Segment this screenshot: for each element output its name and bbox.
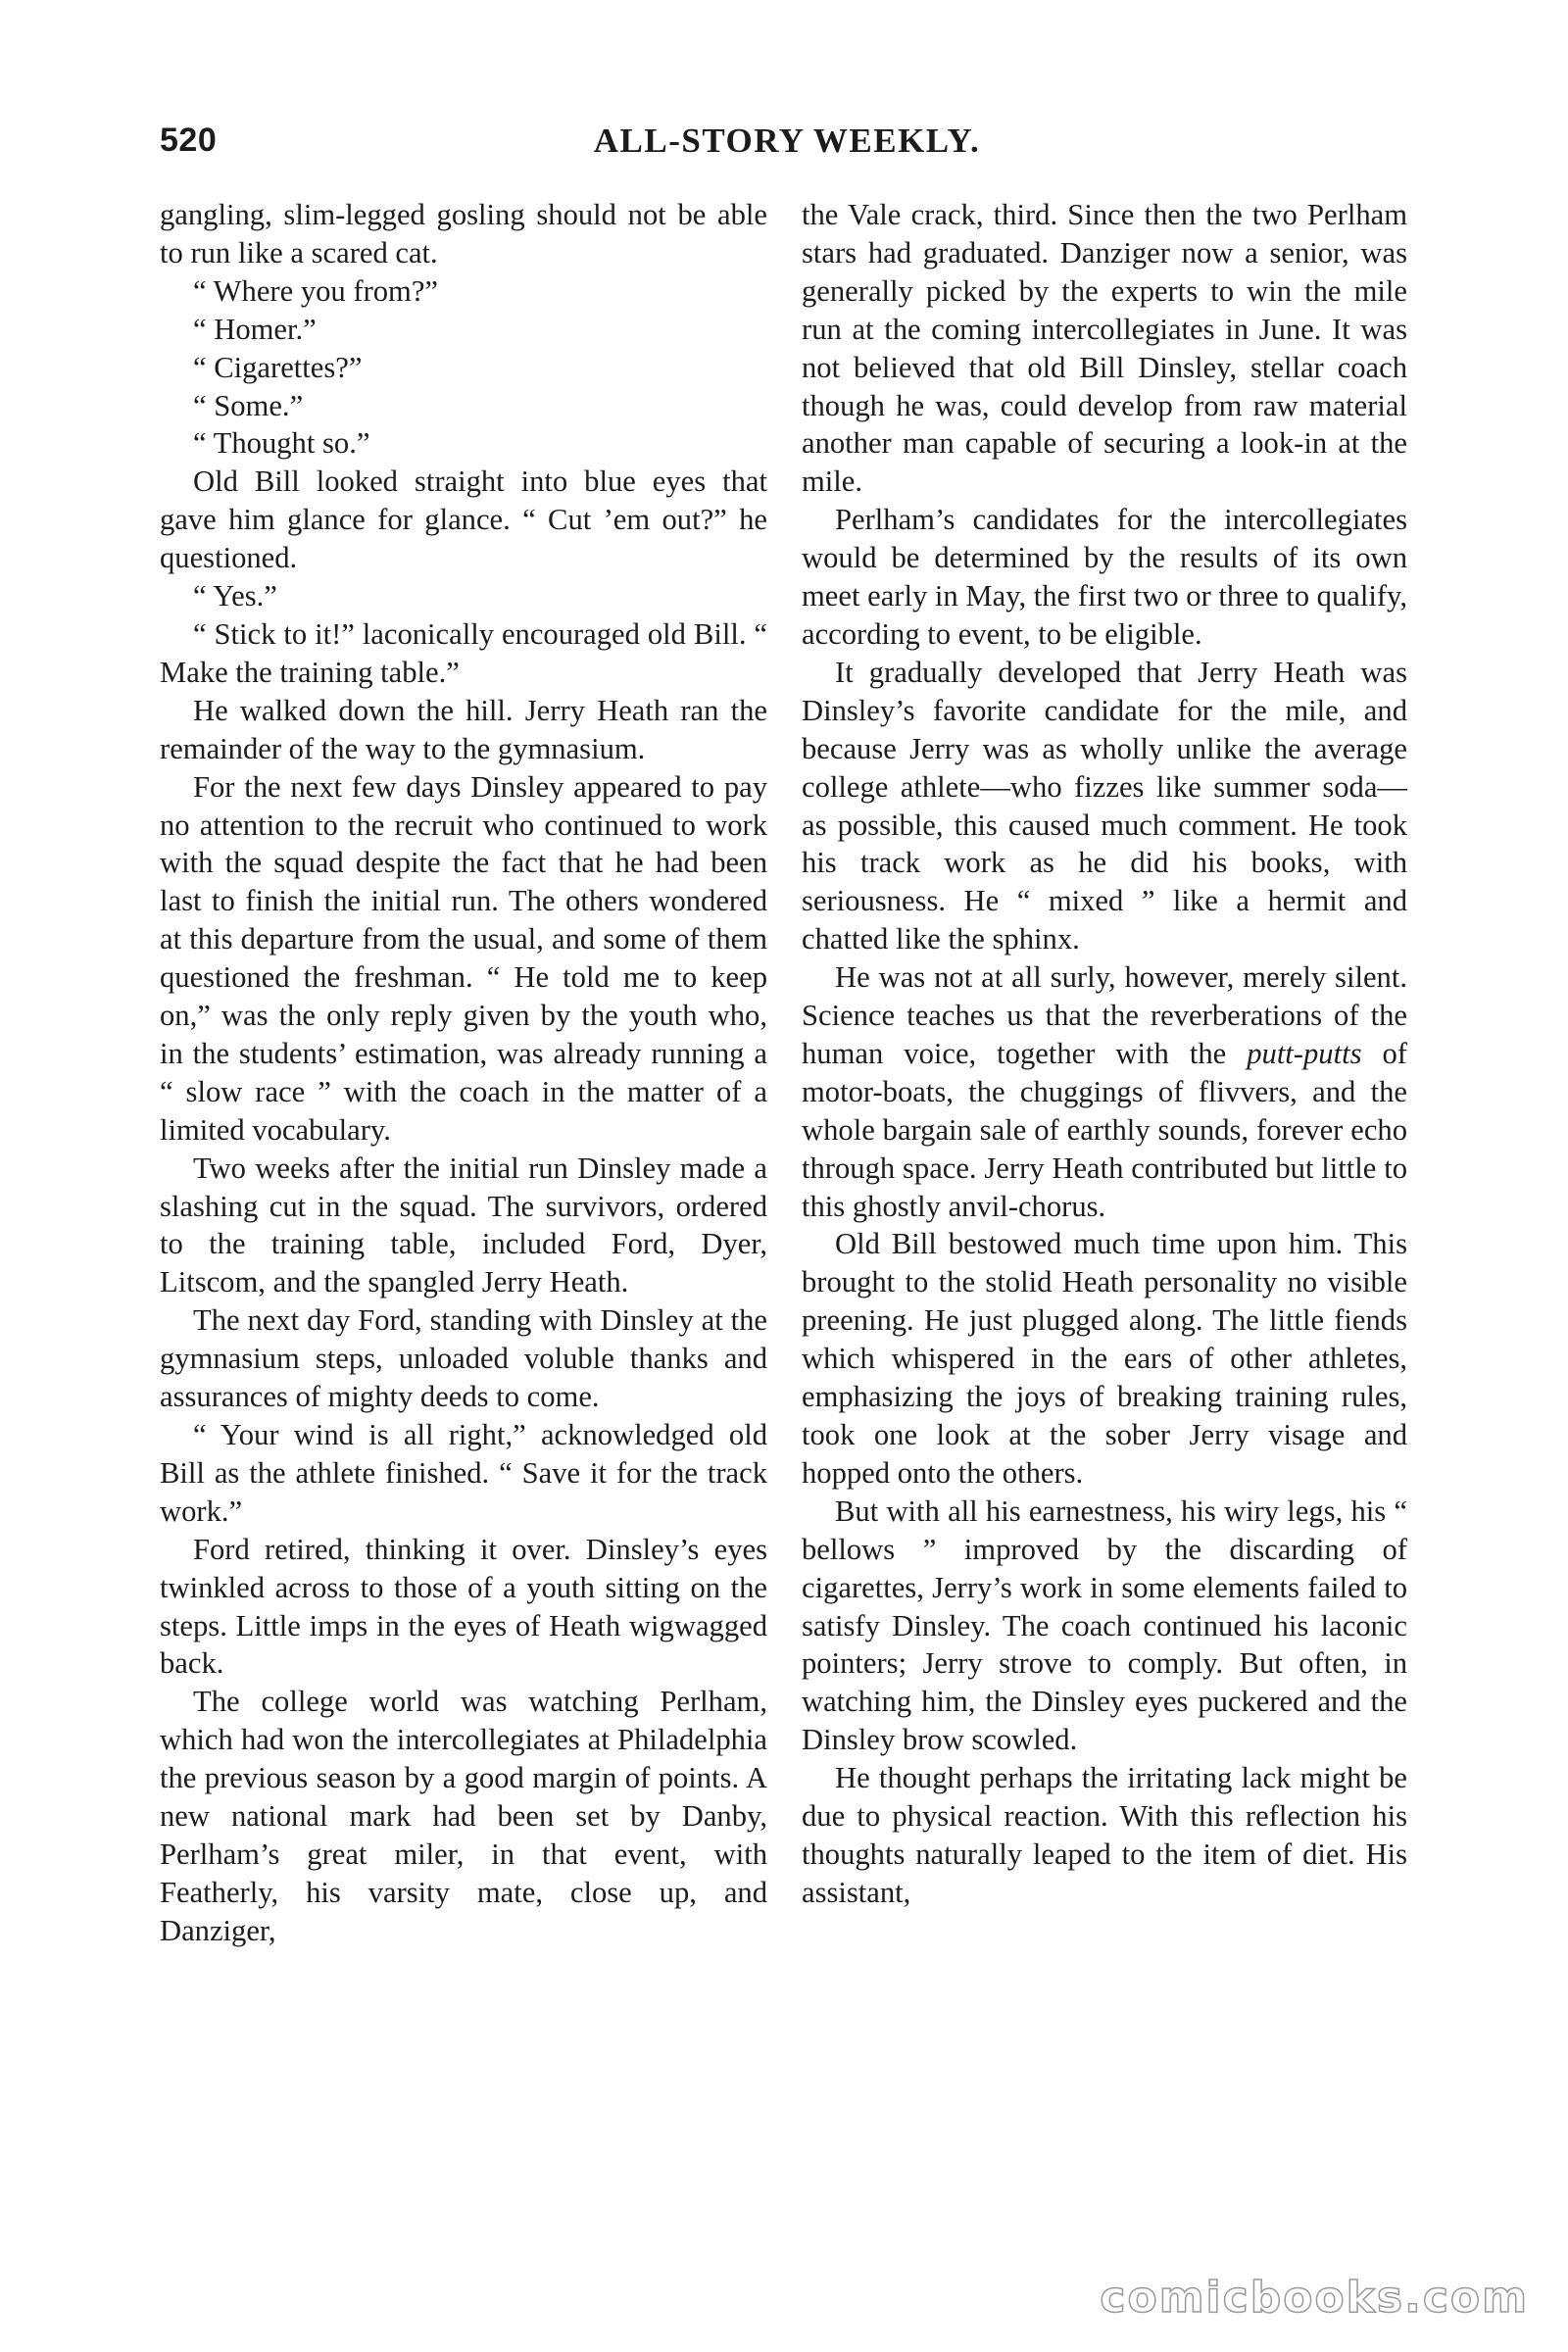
paragraph: “ Your wind is all right,” acknowledged old Bill as the athlete finished. “ Save it for the track work.” bbox=[160, 1418, 767, 1528]
paragraph: “ Some.” bbox=[193, 388, 304, 422]
paragraph: “ Where you from?” bbox=[193, 273, 439, 308]
paragraph: gangling, slim-legged gosling should not be able to run like a scared cat. bbox=[160, 198, 767, 270]
text-run: of motor-boats, the chuggings of flivvers, and the whole bargain sale of earthly sounds, forever echo through space. Jerry Heath contributed but little to this ghostly anvil-chorus. bbox=[802, 1036, 1407, 1223]
paragraph: It gradually developed that Jerry Heath was Dinsley’s favorite candidate for the mile, and because Jerry was as wholly unlike the average college athlete—who fizzes like summer soda—as possible, this caused much comment. He took his track work as he did his books, with seriousness. He “ mixed ” like a hermit and chatted like the sphinx. bbox=[802, 655, 1407, 956]
italic-text: putt-putts bbox=[1247, 1036, 1362, 1070]
paragraph: “ Cigarettes?” bbox=[193, 350, 363, 384]
page-number: 520 bbox=[160, 122, 218, 159]
paragraph: Ford retired, thinking it over. Dinsley’s eyes twinkled across to those of a youth sitting on the steps. Little imps in the eyes of Heath wigwagged back. bbox=[160, 1532, 767, 1681]
paragraph: Old Bill looked straight into blue eyes that gave him glance for glance. “ Cut ’em out?” he questioned. bbox=[160, 465, 767, 575]
paragraph: Old Bill bestowed much time upon him. This brought to the stolid Heath personality no visible preening. He just plugged along. The little fiends which whispered in the ears of other athletes, emphasizing the joys of breaking training rules, took one look at the sober Jerry visage and hopped onto the others. bbox=[802, 1227, 1407, 1490]
running-head: ALL-STORY WEEKLY. bbox=[593, 122, 981, 160]
paragraph: He walked down the hill. Jerry Heath ran the remainder of the way to the gymnasium. bbox=[160, 693, 767, 765]
watermark-logo: comicbooks.com bbox=[1100, 2273, 1529, 2323]
paragraph: “ Stick to it!” laconically encouraged old Bill. “ Make the training table.” bbox=[160, 616, 767, 689]
paragraph bbox=[802, 958, 1407, 1225]
paragraph: The next day Ford, standing with Dinsley at the gymnasium steps, unloaded voluble thanks and assurances of mighty deeds to come. bbox=[160, 1303, 767, 1414]
paragraph: He thought perhaps the irritating lack might be due to physical reaction. With this reflection his thoughts naturally leaped to the item of diet. His assistant, bbox=[802, 1761, 1407, 1909]
paragraph: For the next few days Dinsley appeared to pay no attention to the recruit who continued to work with the squad despite the fact that he had been last to finish the initial run. The others wondered at this departure from the usual, and some of them questioned the freshman. “ He told me to keep on,” was the only reply given by the youth who, in the students’ estimation, was already running a “ slow race ” with the coach in the matter of a limited vocabulary. bbox=[160, 769, 767, 1147]
text-run: He was not at all surly, however, merely silent. Science teaches us that the reverberations of the human voice, together with the bbox=[802, 960, 1407, 1070]
paragraph: The college world was watching Perlham, which had won the intercollegiates at Philadelphia the previous season by a good margin of points. A new national mark had been set by Danby, Perlham’s great miler, in that event, with Featherly, his varsity mate, close up, and Danziger, bbox=[160, 1685, 767, 1947]
paragraph: “ Homer.” bbox=[193, 312, 317, 346]
paragraph: “ Thought so.” bbox=[193, 426, 370, 461]
paragraph: the Vale crack, third. Since then the two Perlham stars had graduated. Danziger now a senior, was generally picked by the experts to win the mile run at the coming intercollegiates in June. It was not believed that old Bill Dinsley, stellar coach though he was, could develop from raw material another man capable of securing a look-in at the mile. bbox=[802, 198, 1407, 499]
page-header bbox=[160, 122, 1414, 171]
left-column bbox=[160, 196, 767, 1950]
paragraph: But with all his earnestness, his wiry legs, his “ bellows ” improved by the discarding of cigarettes, Jerry’s work in some elements failed to satisfy Dinsley. The coach continued his laconic pointers; Jerry strove to comply. But often, in watching him, the Dinsley eyes puckered and the Dinsley brow scowled. bbox=[802, 1494, 1407, 1757]
right-column bbox=[802, 196, 1407, 1912]
paragraph: Perlham’s candidates for the intercollegiates would be determined by the results of its own meet early in May, the first two or three to qualify, according to event, to be eligible. bbox=[802, 503, 1407, 651]
paragraph: “ Yes.” bbox=[193, 579, 277, 613]
paragraph: Two weeks after the initial run Dinsley made a slashing cut in the squad. The survivors, ordered to the training table, included Ford, Dyer, Litscom, and the spangled Jerry Heath. bbox=[160, 1151, 767, 1299]
